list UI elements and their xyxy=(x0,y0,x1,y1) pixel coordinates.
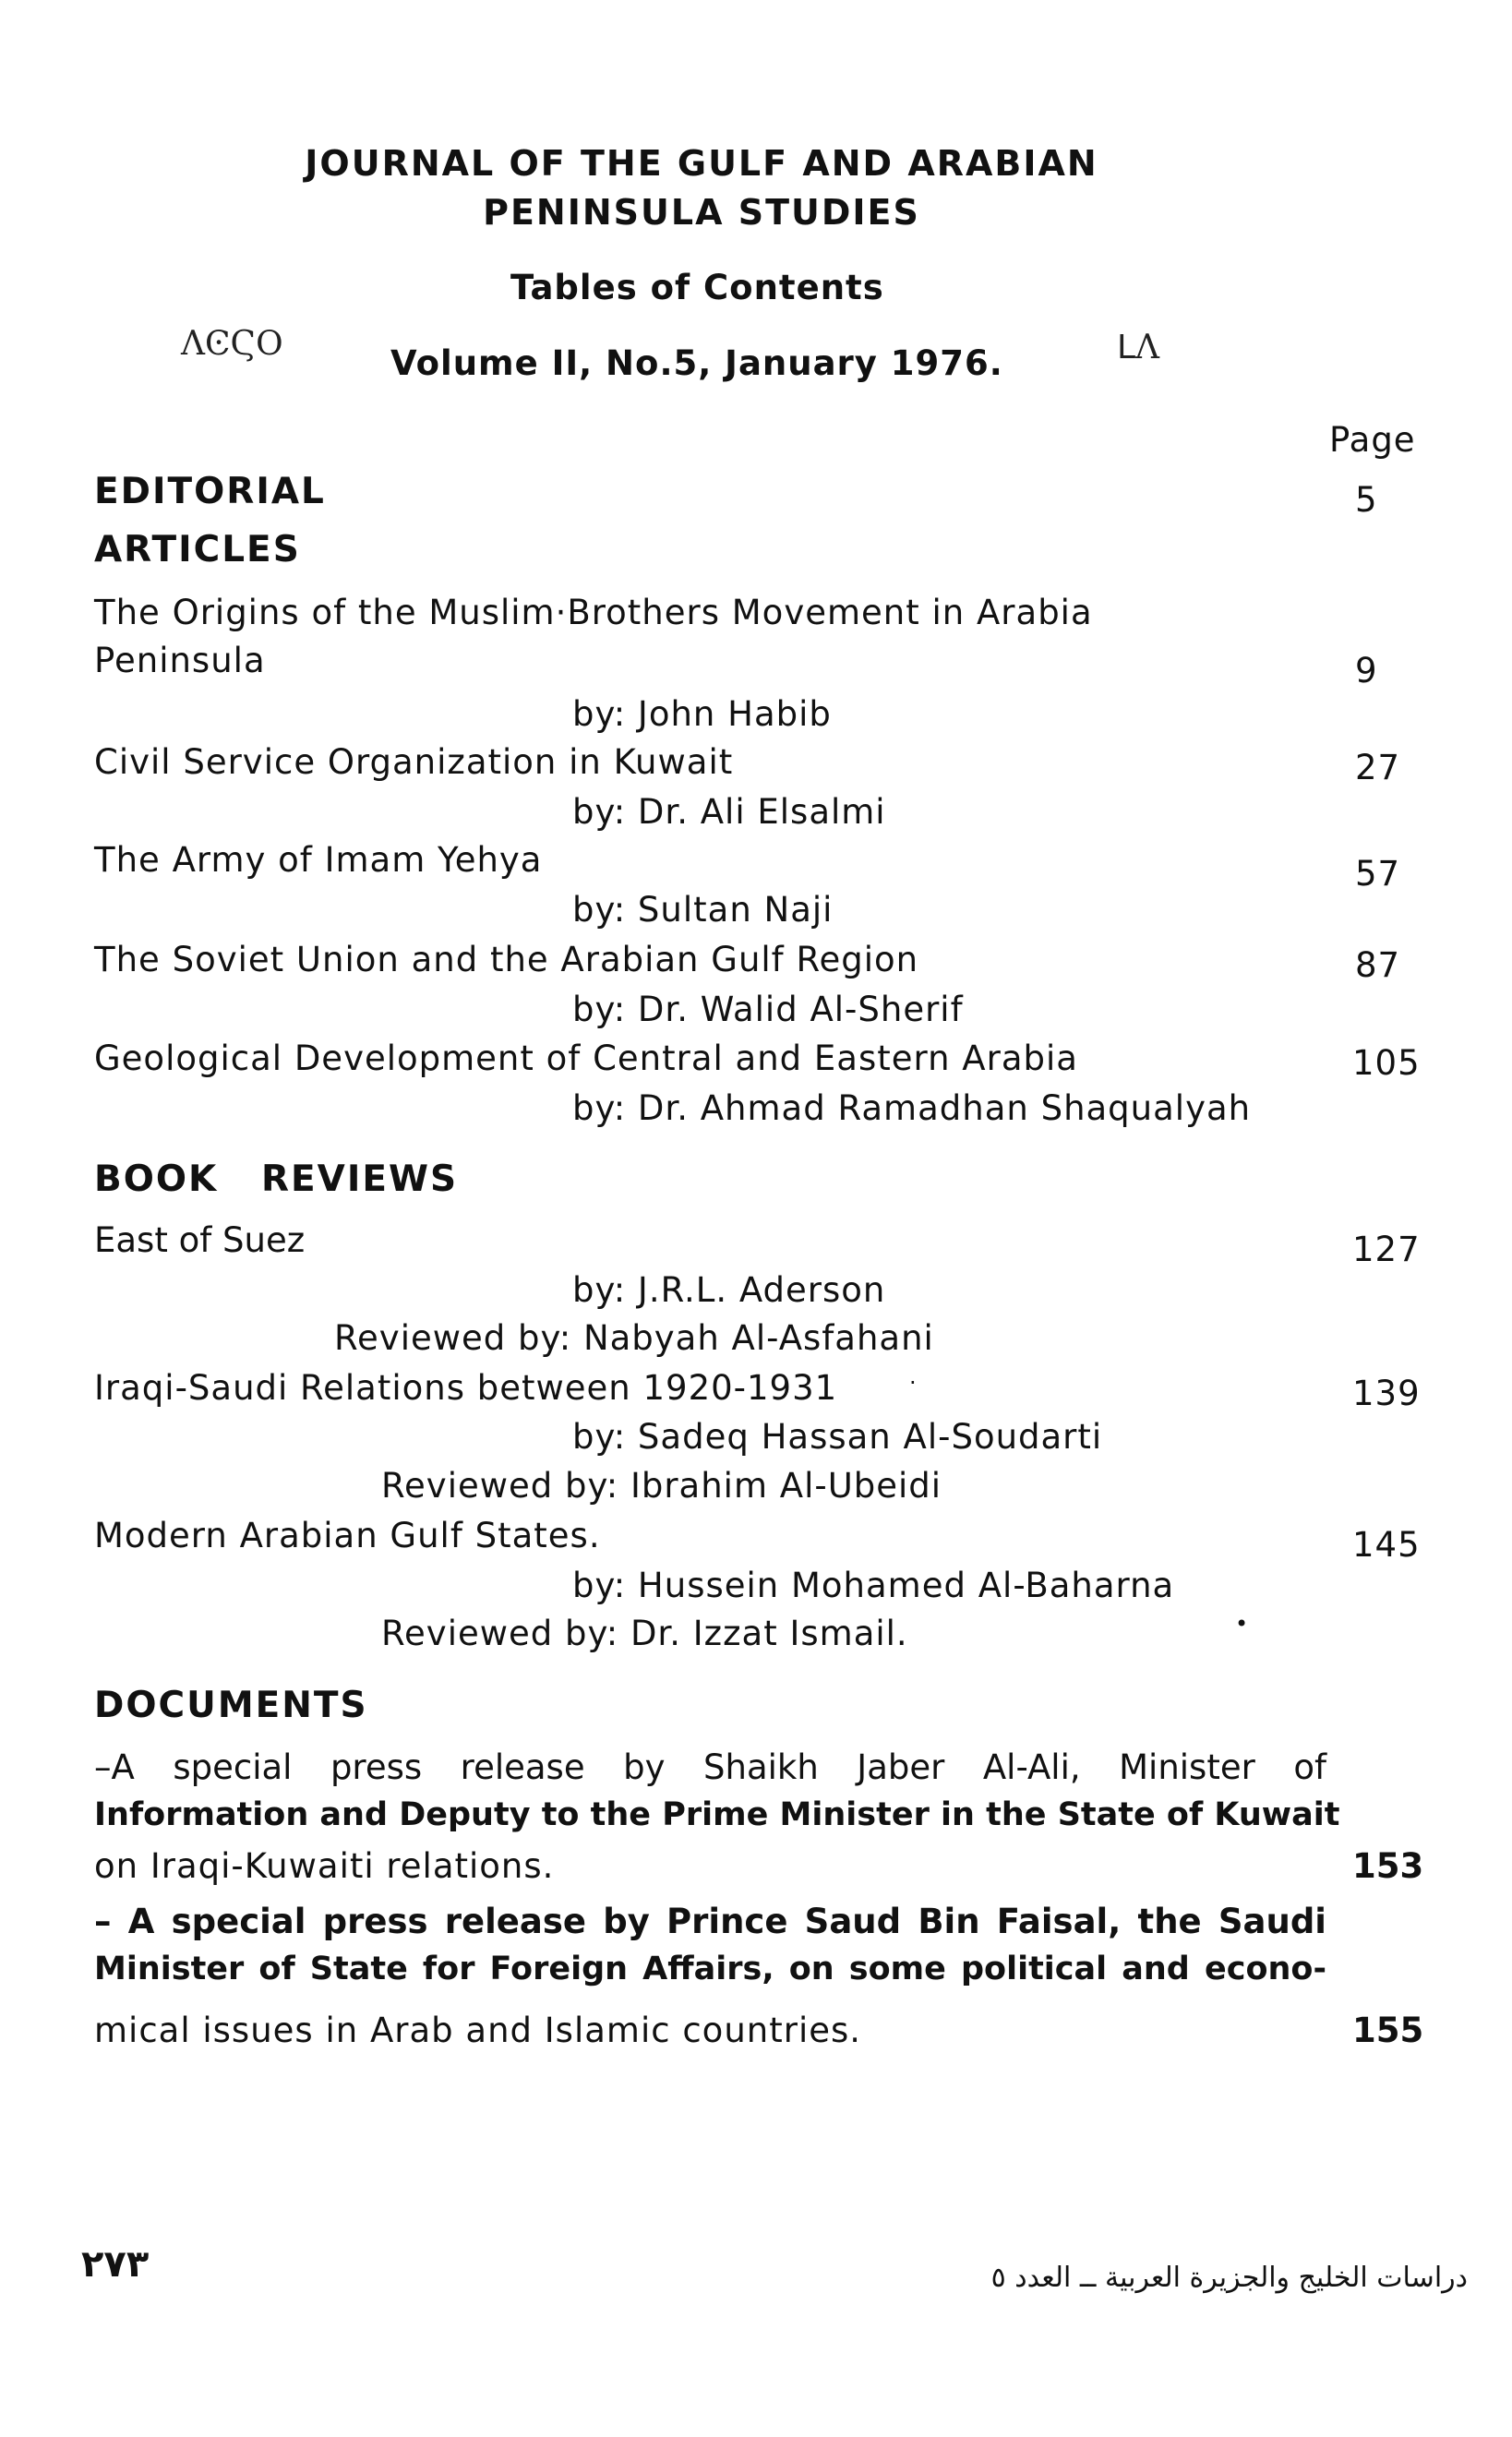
handwritten-note-right: ᒪΛ xyxy=(1117,329,1160,366)
review-page: 145 xyxy=(1352,1525,1421,1565)
print-speck: · xyxy=(909,1370,917,1396)
document-line: Information and Deputy to the Prime Minister in the State of Kuwait xyxy=(94,1796,1340,1833)
volume-line: Volume II, No.5, January 1976. xyxy=(390,343,1003,383)
journal-title-line2: PENINSULA STUDIES xyxy=(483,192,920,233)
document-line: Minister of State for Foreign Affairs, on some political and econo- xyxy=(94,1951,1326,1987)
article-page: 87 xyxy=(1355,945,1401,985)
page-column-label: Page xyxy=(1329,420,1416,460)
article-page: 105 xyxy=(1352,1043,1421,1083)
article-title: The Soviet Union and the Arabian Gulf Region xyxy=(94,940,919,979)
print-speck: • xyxy=(1235,1611,1249,1637)
journal-title-line1: JOURNAL OF THE GULF AND ARABIAN xyxy=(305,143,1098,184)
article-title-cont: Peninsula xyxy=(94,641,266,680)
article-author: by: Dr. Ali Elsalmi xyxy=(572,792,886,832)
document-line: mical issues in Arab and Islamic countries. xyxy=(94,2011,862,2050)
section-documents: DOCUMENTS xyxy=(94,1685,368,1726)
article-author: by: Dr. Walid Al-Sherif xyxy=(572,990,964,1029)
review-reviewer: Reviewed by: Nabyah Al-Asfahani xyxy=(334,1318,934,1358)
article-page: 9 xyxy=(1355,651,1378,690)
article-author: by: Sultan Naji xyxy=(572,890,834,930)
article-title: The Army of Imam Yehya xyxy=(94,840,543,880)
document-page: 155 xyxy=(1352,2011,1424,2050)
article-title: Geological Development of Central and Eastern Arabia xyxy=(94,1038,1078,1078)
article-title: Civil Service Organization in Kuwait xyxy=(94,742,734,782)
review-author: by: Sadeq Hassan Al-Soudarti xyxy=(572,1417,1103,1457)
document-page: 153 xyxy=(1352,1846,1424,1886)
article-author: by: Dr. Ahmad Ramadhan Shaqualyah xyxy=(572,1088,1252,1128)
editorial-page: 5 xyxy=(1355,480,1378,520)
review-reviewer: Reviewed by: Dr. Izzat Ismail. xyxy=(381,1614,908,1653)
review-title: East of Suez xyxy=(94,1220,306,1260)
toc-subtitle: Tables of Contents xyxy=(510,268,884,307)
section-book-reviews: BOOK REVIEWS xyxy=(94,1158,459,1200)
review-page: 127 xyxy=(1352,1230,1421,1269)
footer-page-number: ٢٧٣ xyxy=(81,2243,150,2286)
handwritten-note-left: ΛϾϚΟ xyxy=(181,325,283,363)
section-editorial: EDITORIAL xyxy=(94,471,326,512)
review-reviewer: Reviewed by: Ibrahim Al-Ubeidi xyxy=(381,1466,942,1506)
article-page: 57 xyxy=(1355,854,1401,894)
article-title: The Origins of the Muslim·Brothers Movement in Arabia xyxy=(94,593,1093,632)
review-title: Iraqi-Saudi Relations between 1920-1931 xyxy=(94,1368,838,1408)
section-articles: ARTICLES xyxy=(94,529,301,570)
review-page: 139 xyxy=(1352,1374,1421,1413)
footer-journal-name: دراسات الخليج والجزيرة العربية ــ العدد ٥ xyxy=(990,2262,1468,2294)
article-page: 27 xyxy=(1355,748,1401,787)
document-line: on Iraqi-Kuwaiti relations. xyxy=(94,1846,555,1886)
review-author: by: J.R.L. Aderson xyxy=(572,1270,886,1310)
review-author: by: Hussein Mohamed Al-Baharna xyxy=(572,1566,1175,1605)
document-line: –A special press release by Shaikh Jaber Al-Ali, Minister of xyxy=(94,1747,1326,1787)
document-line: – A special press release by Prince Saud Bin Faisal, the Saudi xyxy=(94,1902,1326,1941)
article-author: by: John Habib xyxy=(572,694,832,734)
review-title: Modern Arabian Gulf States. xyxy=(94,1516,601,1555)
